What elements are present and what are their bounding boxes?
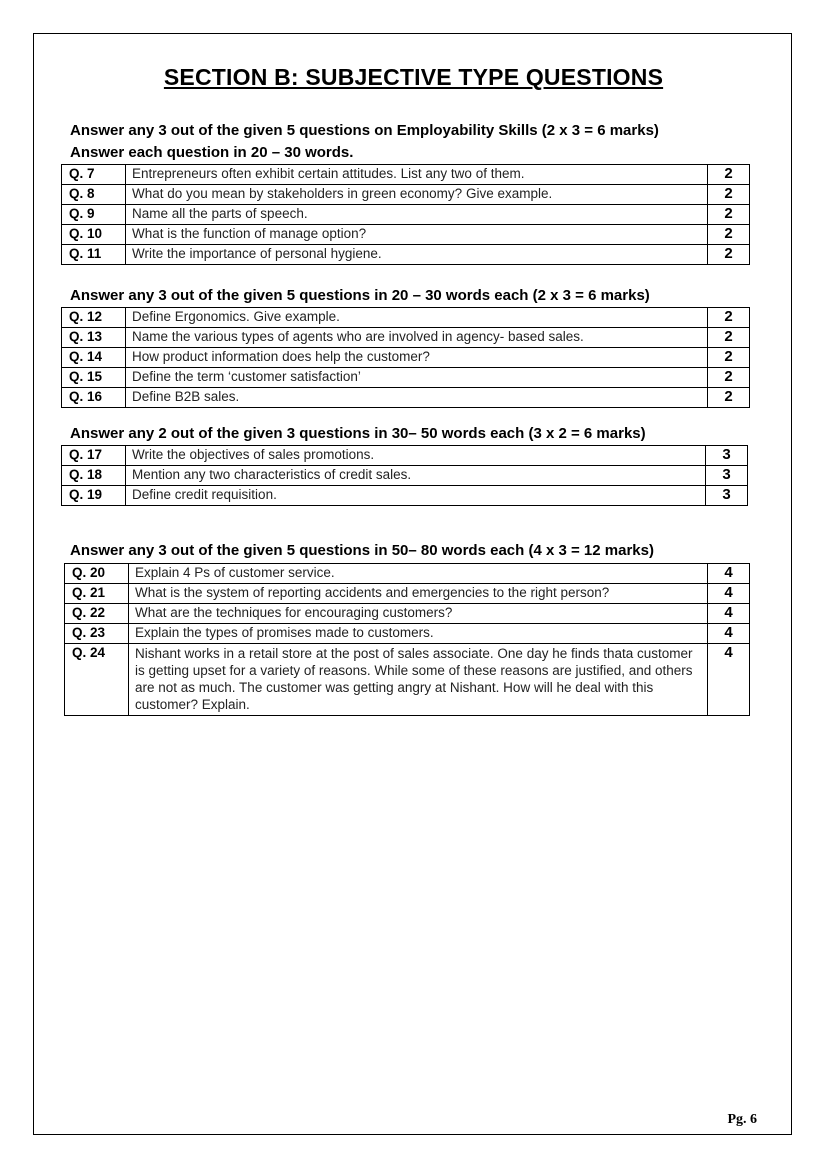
question-number: Q. 15: [62, 368, 126, 388]
group-1-subheading: Answer each question in 20 – 30 words.: [70, 144, 354, 161]
question-marks: 3: [706, 466, 748, 486]
group-3-table: [61, 445, 748, 506]
table-row: [62, 368, 750, 388]
question-text: Explain 4 Ps of customer service.: [129, 564, 708, 584]
question-text: What is the function of manage option?: [126, 225, 708, 245]
question-number: Q. 11: [62, 245, 126, 265]
question-text: What is the system of reporting accidents and emergencies to the right person?: [129, 584, 708, 604]
question-text: Nishant works in a retail store at the post of sales associate. One day he finds thata customer is getting upset for a variety of reasons. While some of these reasons are justified, and others are not as much. The customer was getting angry at Nishant. How will he deal with this customer? Explain.: [129, 644, 708, 716]
group-1-table: [61, 164, 750, 265]
table-row: [62, 308, 750, 328]
group-4-heading: Answer any 3 out of the given 5 questions in 50– 80 words each (4 x 3 = 12 marks): [70, 542, 654, 559]
question-text: Define the term ‘customer satisfaction’: [126, 368, 708, 388]
table-row: [62, 245, 750, 265]
question-marks: 2: [708, 245, 750, 265]
question-marks: 2: [708, 205, 750, 225]
question-number: Q. 19: [62, 486, 126, 506]
question-text: Explain the types of promises made to customers.: [129, 624, 708, 644]
page-number: Pg. 6: [727, 1112, 757, 1127]
group-4-table: [64, 563, 750, 716]
question-marks: 4: [708, 564, 750, 584]
question-marks: 2: [708, 348, 750, 368]
question-number: Q. 18: [62, 466, 126, 486]
question-text: Define Ergonomics. Give example.: [126, 308, 708, 328]
table-row: [62, 328, 750, 348]
question-text: Write the importance of personal hygiene.: [126, 245, 708, 265]
question-number: Q. 16: [62, 388, 126, 408]
question-text: Define B2B sales.: [126, 388, 708, 408]
question-marks: 2: [708, 225, 750, 245]
question-marks: 4: [708, 584, 750, 604]
question-marks: 2: [708, 388, 750, 408]
group-2-table: [61, 307, 750, 408]
question-number: Q. 23: [65, 624, 129, 644]
table-row: [62, 466, 748, 486]
question-number: Q. 24: [65, 644, 129, 716]
question-marks: 2: [708, 185, 750, 205]
question-marks: 4: [708, 644, 750, 716]
question-number: Q. 20: [65, 564, 129, 584]
question-number: Q. 17: [62, 446, 126, 466]
question-marks: 2: [708, 165, 750, 185]
table-row: [65, 644, 750, 716]
question-number: Q. 9: [62, 205, 126, 225]
question-number: Q. 8: [62, 185, 126, 205]
question-marks: 3: [706, 446, 748, 466]
table-row: [62, 486, 748, 506]
question-text: Write the objectives of sales promotions.: [126, 446, 706, 466]
question-text: Entrepreneurs often exhibit certain attitudes. List any two of them.: [126, 165, 708, 185]
table-row: [62, 205, 750, 225]
question-number: Q. 12: [62, 308, 126, 328]
question-text: What are the techniques for encouraging customers?: [129, 604, 708, 624]
table-row: [62, 388, 750, 408]
question-marks: 2: [708, 308, 750, 328]
group-3-heading: Answer any 2 out of the given 3 questions in 30– 50 words each (3 x 2 = 6 marks): [70, 425, 646, 442]
table-row: [65, 584, 750, 604]
table-row: [62, 225, 750, 245]
question-marks: 3: [706, 486, 748, 506]
question-text: What do you mean by stakeholders in green economy? Give example.: [126, 185, 708, 205]
question-number: Q. 14: [62, 348, 126, 368]
question-number: Q. 13: [62, 328, 126, 348]
question-text: Define credit requisition.: [126, 486, 706, 506]
table-row: [62, 185, 750, 205]
table-row: [62, 348, 750, 368]
question-marks: 4: [708, 604, 750, 624]
question-number: Q. 21: [65, 584, 129, 604]
question-marks: 4: [708, 624, 750, 644]
table-row: [62, 446, 748, 466]
question-text: Name the various types of agents who are involved in agency- based sales.: [126, 328, 708, 348]
table-row: [62, 165, 750, 185]
question-text: How product information does help the customer?: [126, 348, 708, 368]
group-1-heading: Answer any 3 out of the given 5 questions on Employability Skills (2 x 3 = 6 marks): [70, 122, 659, 139]
question-text: Mention any two characteristics of credit sales.: [126, 466, 706, 486]
section-title: SECTION B: SUBJECTIVE TYPE QUESTIONS: [163, 64, 664, 90]
group-2-heading: Answer any 3 out of the given 5 questions in 20 – 30 words each (2 x 3 = 6 marks): [70, 287, 650, 304]
table-row: [65, 564, 750, 584]
question-number: Q. 7: [62, 165, 126, 185]
table-row: [65, 624, 750, 644]
table-row: [65, 604, 750, 624]
question-marks: 2: [708, 328, 750, 348]
question-number: Q. 10: [62, 225, 126, 245]
question-text: Name all the parts of speech.: [126, 205, 708, 225]
question-number: Q. 22: [65, 604, 129, 624]
question-marks: 2: [708, 368, 750, 388]
